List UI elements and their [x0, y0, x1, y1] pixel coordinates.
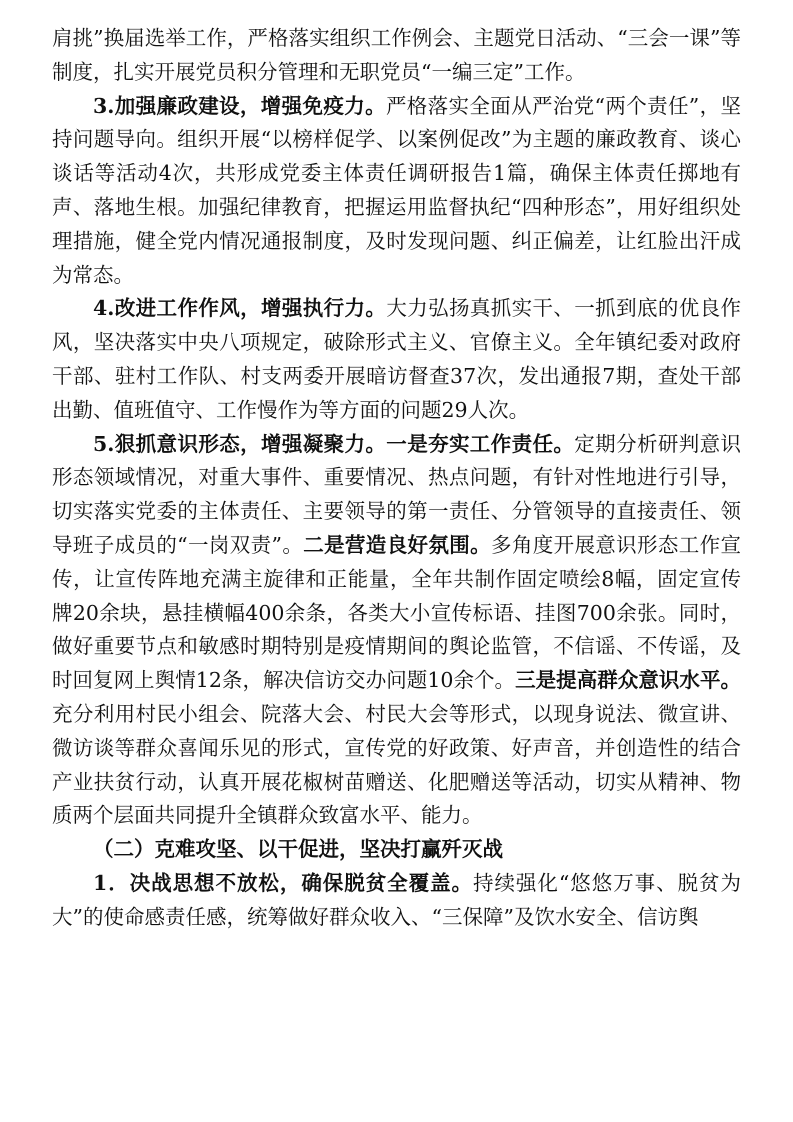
heading-run: 4.改进工作作风，增强执行力。: [93, 296, 387, 321]
section-heading-text: （二）克难攻坚、以干促进，坚决打赢歼灭战: [93, 837, 503, 862]
document-page: [52, 22, 741, 935]
text-run: 持续强化“悠悠万事、脱贫为大”的使命感责任感，统筹做好群众收入、“三保障”及饮水安全、信访舆: [52, 870, 741, 929]
text-run: 肩挑”换届选举工作，严格落实组织工作例会、主题党日活动、“三会一课”等制度，扎实开展党员积分管理和无职党员“一编三定”工作。: [52, 26, 741, 84]
paragraph-continuation: [52, 22, 741, 90]
text-run: 充分利用村民小组会、院落大会、村民大会等形式，以现身说法、微宣讲、微访谈等群众喜闻乐见的形式，宣传党的好政策、好声音，并创造性的结合产业扶贫行动，认真开展花椒树苗赠送、化肥赠送等活动，切实从精神、物质两个层面共同提升全镇群众致富水平、能力。: [52, 701, 741, 828]
text-run: 严格落实全面从严治党“两个责任”，坚持问题导向。组织开展“以榜样促学、以案例促改”为主题的廉政教育、谈心谈话等活动4次，共形成党委主体责任调研报告1篇，确保主体责任掷地有声、落地生根。加强纪律教育，把握运用监督执纪“四种形态”，用好组织处理措施，健全党内情况通报制度，及时发现问题、纠正偏差，让红脸出汗成为常态。: [52, 93, 741, 287]
heading-run: 二是营造良好氛围。: [303, 532, 491, 557]
heading-run: 三是提高群众意识水平。: [515, 668, 742, 693]
paragraph-item-5-ideology: [52, 428, 741, 834]
text-run: 大力弘扬真抓实干、一抓到底的优良作风，坚决落实中央八项规定，破除形式主义、官僚主义。全年镇纪委对政府干部、驻村工作队、村支两委开展暗访督查37次，发出通报7期，查处干部出勤、值班值守、工作慢作为等方面的问题29人次。: [52, 296, 741, 422]
text-run: 定期分析研判意识形态领域情况，对重大事件、重要情况、热点问题，有针对性地进行引导，切实落实党委的主体责任、主要领导的第一责任、分管领导的直接责任、领导班子成员的“一岗双责”。: [52, 431, 742, 557]
paragraph-item-1-poverty: [52, 867, 741, 935]
heading-run: 5.狠抓意识形态，增强凝聚力。一是夯实工作责任。: [93, 431, 575, 456]
paragraph-item-3-integrity: [52, 90, 741, 293]
section-heading-2: [52, 833, 741, 867]
heading-run: 3.加强廉政建设，增强免疫力。: [93, 93, 386, 118]
paragraph-item-4-work-style: [52, 292, 741, 427]
text-run: 多角度开展意识形态工作宣传，让宣传阵地充满主旋律和正能量，全年共制作固定喷绘8幅，固定宣传牌20余块，悬挂横幅400余条，各类大小宣传标语、挂图700余张。同时，做好重要节点和敏感时期特别是疫情期间的舆论监管，不信谣、不传谣，及时回复网上舆情12条，解决信访交办问题10余个。: [52, 532, 741, 693]
heading-run: 1．决战思想不放松，确保脱贫全覆盖。: [93, 870, 474, 895]
